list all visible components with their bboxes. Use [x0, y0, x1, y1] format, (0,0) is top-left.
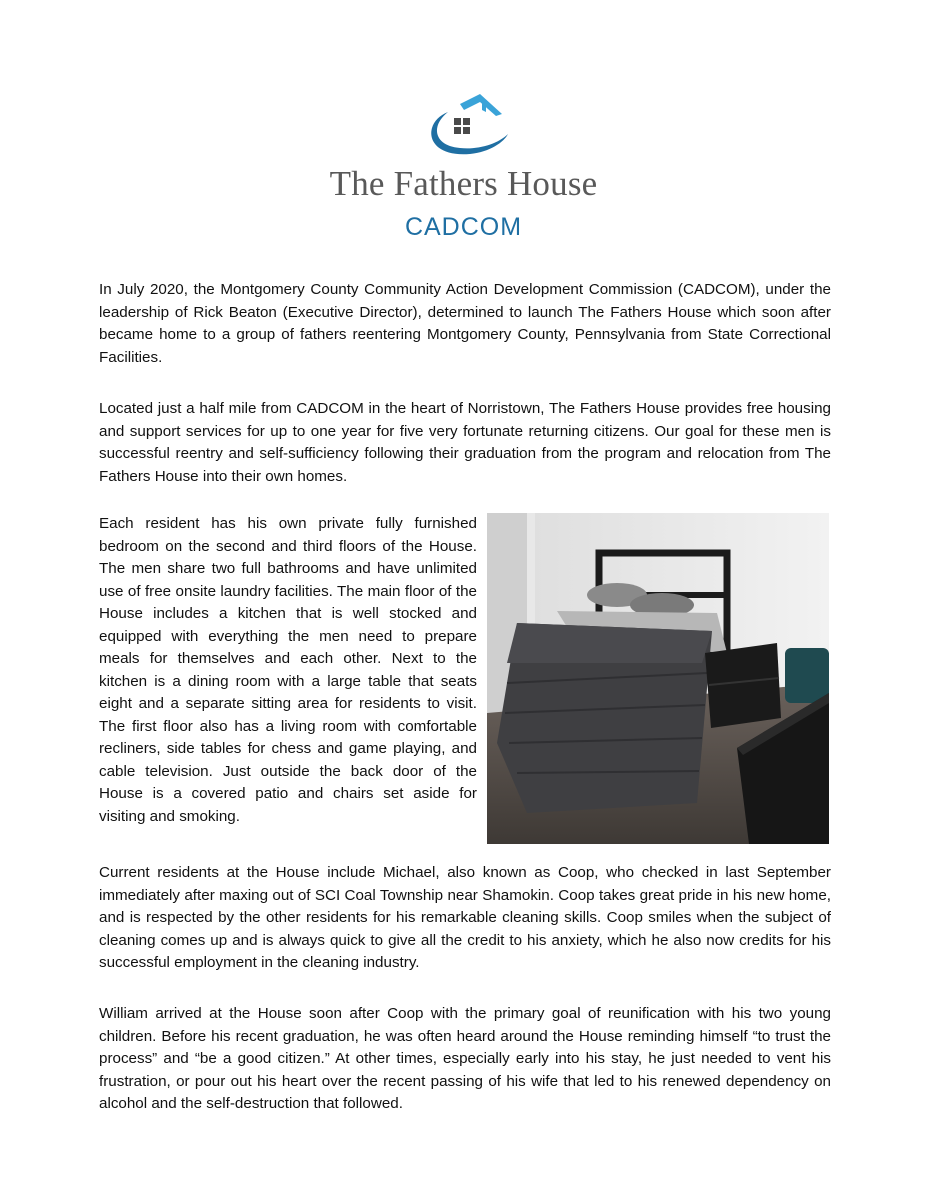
paragraph-coop: Current residents at the House include Michael, also known as Coop, who checked in last September immediately after maxing out of SCI Coal Township near Shamokin. Coop takes great pride in his new home, and is respected by the other residents for his remarkable cleaning skills. Coop smiles when the subject of cleaning comes up and is always quick to give all the credit to his anxiety, which he also now credits for his successful employment in the cleaning industry. [99, 864, 831, 971]
paragraph-location: Located just a half mile from CADCOM in the heart of Norristown, The Fathers House provides free housing and support services for up to one year for five very fortunate returning citizens. Our goal for these men is successful reentry and self-sufficiency following their graduation from the program and relocation from The Fathers House into their own homes. [99, 400, 831, 485]
paragraph-intro: In July 2020, the Montgomery County Community Action Development Commission (CADCOM), under the leadership of Rick Beaton (Executive Director), determined to launch The Fathers House which soon after became home to a group of fathers reentering Montgomery County, Pennsylvania from State Correctional Facilities. [99, 281, 831, 366]
paragraph-facilities: Each resident has his own private fully furnished bedroom on the second and third floors of the House. The men share two full bathrooms and have unlimited use of free onsite laundry facilities. The main floor of the House includes a kitchen that is well stocked and equipped with everything the men need to prepare meals for themselves and each other. Next to the kitchen is a dining room with a large table that seats eight and a separate sitting area for residents to visit. The first floor also has a living room with comfortable recliners, side tables for chess and game playing, and cable television. Just outside the back door of the House is a covered patio and chairs set aside for visiting and smoking. [99, 515, 477, 825]
bedroom-photo [487, 513, 829, 844]
organization-subtitle: CADCOM [404, 213, 523, 241]
paragraph-william: William arrived at the House soon after Coop with the primary goal of reunification with his two young children. Before his recent graduation, he was often heard around the House reminding himself “to trust the process” and “be a good citizen.” At other times, especially early into his stay, he just needed to vent his frustration, or pour out his heart over the recent passing of his wife that led to his renewed dependency on alcohol and the self-destruction that followed. [99, 1005, 831, 1112]
house-swoosh-logo-icon [420, 92, 510, 164]
organization-title: The Fathers House [329, 164, 598, 203]
